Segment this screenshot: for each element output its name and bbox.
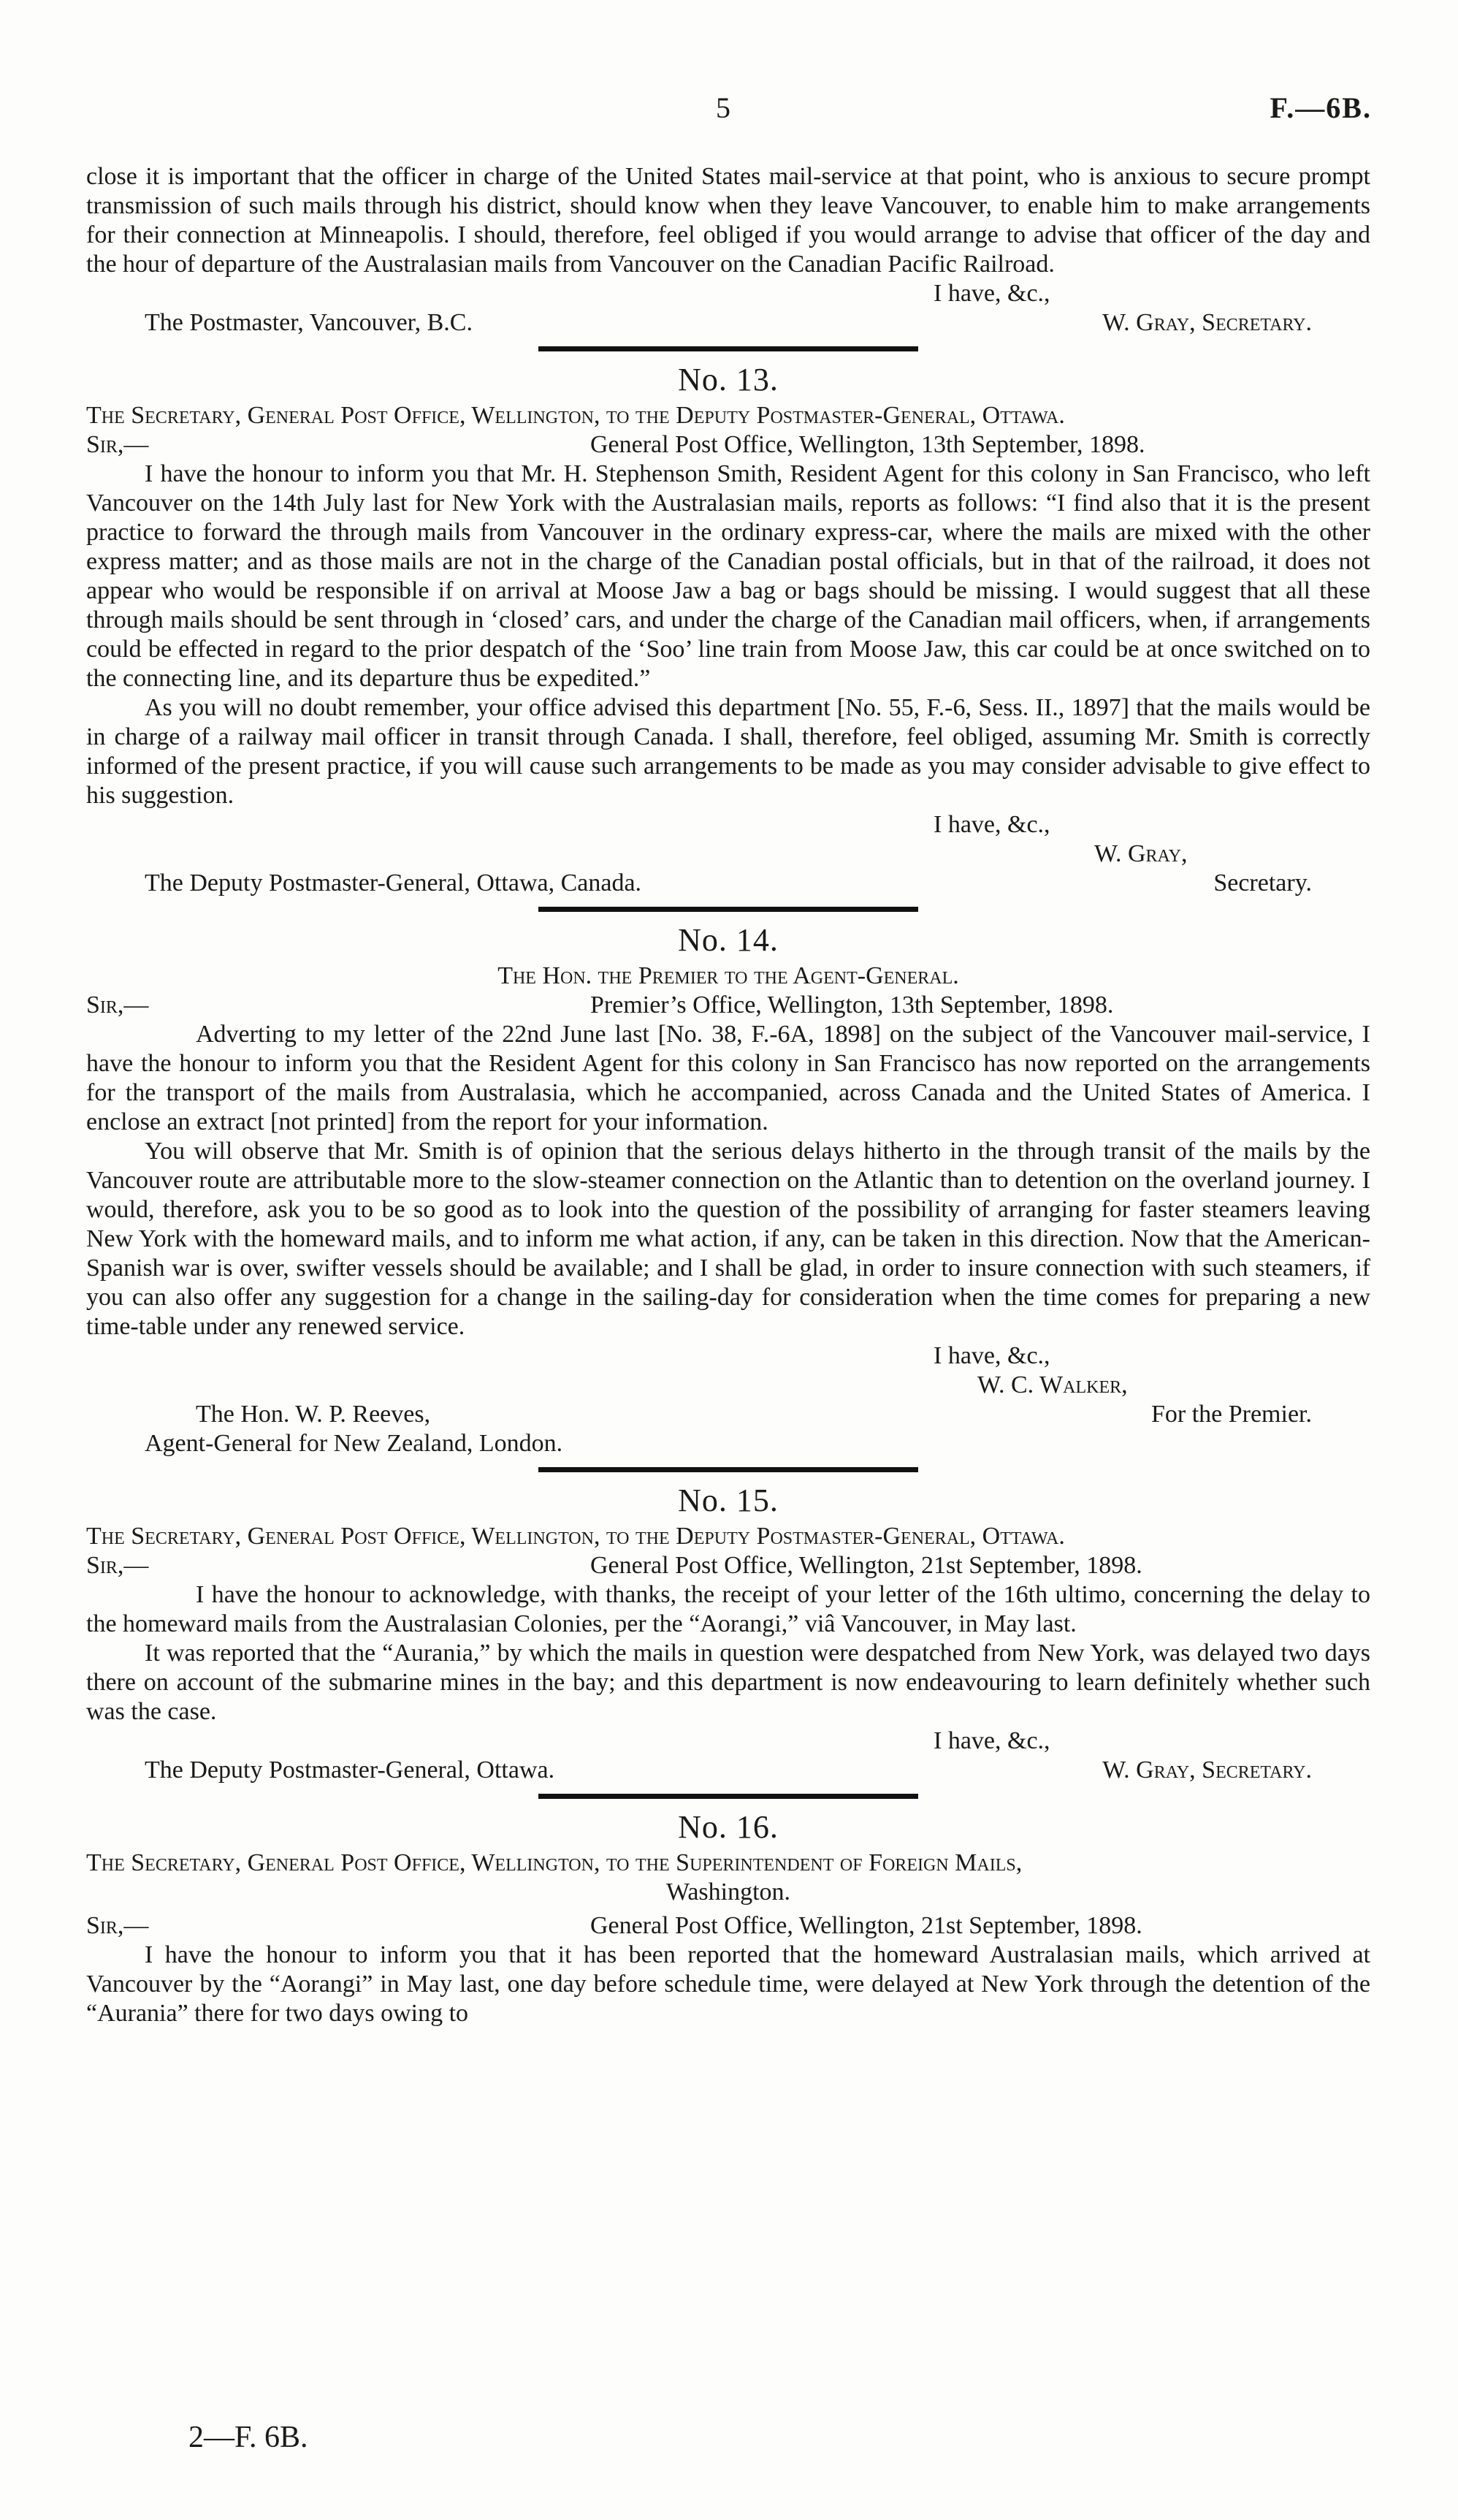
signature-name: W. Gray,: [1094, 840, 1188, 867]
intro-closing: I have, &c.,: [934, 280, 1050, 307]
signature-title: Secretary.: [1213, 869, 1312, 897]
letter-closing: I have, &c.,: [934, 1342, 1050, 1369]
page-header: [0, 91, 1458, 130]
signature: W. Gray, Secretary.: [1102, 1756, 1312, 1784]
letter-paragraph: I have the honour to inform you that Mr. H. Stephenson Smith, Resident Agent for this colony in San Francisco, who left Vancouver on the 14th July last for New York with the Australasian mails, reports as follows: “I find also that it is the present practice to forward the through mails from Vancouver in the ordinary express-car, where the mails are mixed with the other express matter; and as those mails are not in the charge of the Canadian postal officials, but in that of the railroad, it does not appear who would be responsible if on arrival at Moose Jaw a bag or bags should be missing. I would suggest that all these through mails should be sent through in ‘closed’ cars, and under the charge of the Canadian mail officers, when, if arrangements could be effected in regard to the prior despatch of the ‘Soo’ line train from Moose Jaw, this car could be at once switched on to the connecting line, and its departure thus be expedited.”: [86, 460, 1370, 692]
letter-16: [86, 1806, 1370, 2028]
letter-paragraph: It was reported that the “Aurania,” by which the mails in question were despatched from New York, was delayed two days there on account of the submarine mines in the bay; and this department is now endeavouring to learn definitely whether such was the case.: [86, 1640, 1370, 1725]
signature-line: [86, 1756, 1370, 1785]
letter-15: [86, 1480, 1370, 1785]
salutation-line: [86, 1911, 1370, 1941]
signature-name: W. C. Walker,: [977, 1371, 1128, 1398]
letter-number: No. 13.: [678, 362, 779, 397]
letter-number: No. 15.: [678, 1482, 779, 1518]
letter-paragraph: Adverting to my letter of the 22nd June last [No. 38, F.-6A, 1898] on the subject of the Vancouver mail-service, I have the honour to inform you that the Resident Agent for this colony in San Francisco has now reported on the arrangements for the transport of the mails from Australasia, which he accompanied, across Canada and the United States of America. I enclose an extract [not printed] from the report for your information.: [86, 1021, 1370, 1135]
letter-heading: The Hon. the Premier to the Agent-General.: [497, 962, 959, 989]
intro-signature-line: [86, 308, 1370, 338]
salutation: Sir,—: [86, 1912, 149, 1939]
letter-heading: The Secretary, General Post Office, Wellington, to the Deputy Postmaster-General, Ottawa.: [86, 1523, 1065, 1550]
letter-14: [86, 919, 1370, 1458]
signature-line: [86, 1400, 1370, 1429]
salutation: Sir,—: [86, 1552, 149, 1579]
salutation: Sir,—: [86, 431, 149, 458]
section-divider: [538, 1794, 918, 1799]
dateline: General Post Office, Wellington, 13th September, 1898.: [590, 431, 1145, 458]
signature-title: For the Premier.: [1150, 1401, 1312, 1428]
salutation-line: [86, 1551, 1370, 1580]
letter-paragraph: You will observe that Mr. Smith is of opinion that the serious delays hitherto in the through transit of the mails by the Vancouver route are attributable more to the slow-steamer connection on the Atlantic than to detention on the overland journey. I would, therefore, ask you to be so good as to look into the question of the possibility of arranging for faster steamers leaving New York with the homeward mails, and to inform me what action, if any, can be taken in this direction. Now that the American-Spanish war is over, swifter vessels should be available; and I shall be glad, in order to insure connection with such steamers, if you can also offer any suggestion for a change in the sailing-day for consideration when the time comes for preparing a new time-table under any renewed service.: [86, 1138, 1370, 1340]
intro-signature: W. Gray, Secretary.: [1102, 309, 1312, 336]
addressee-line-2: Agent-General for New Zealand, London.: [145, 1430, 563, 1457]
letter-paragraph: As you will no doubt remember, your office advised this department [No. 55, F.-6, Sess. II., 1897] that the mails would be in charge of a railway mail officer in transit through Canada. I shall, therefore, feel obliged, assuming Mr. Smith is correctly informed of the present practice, if you will cause such arrangements to be made as you may consider advisable to give effect to his suggestion.: [86, 694, 1370, 809]
page-number: 5: [716, 91, 730, 124]
salutation-line: [86, 430, 1370, 460]
addressee: The Deputy Postmaster-General, Ottawa.: [145, 1756, 555, 1784]
intro-addressee: The Postmaster, Vancouver, B.C.: [145, 309, 473, 336]
letter-heading: The Secretary, General Post Office, Wellington, to the Deputy Postmaster-General, Ottawa.: [86, 402, 1065, 429]
letter-paragraph: I have the honour to inform you that it has been reported that the homeward Australasian mails, which arrived at Vancouver by the “Aorangi” in May last, one day before schedule time, were delayed at New York through the detention of the “Aurania” there for two days owing to: [86, 1941, 1370, 2027]
signature-mark: 2—F. 6B.: [188, 2421, 308, 2454]
section-divider: [538, 346, 918, 351]
salutation: Sir,—: [86, 991, 149, 1019]
letter-number: No. 14.: [678, 922, 779, 958]
section-divider: [538, 1467, 918, 1472]
intro-letter-continuation: [86, 162, 1370, 338]
intro-paragraph: close it is important that the officer in charge of the United States mail-service at that point, who is anxious to secure prompt transmission of such mails through his district, should know when they leave Vancouver, to enable him to make arrangements for their connection at Minneapolis. I should, therefore, feel obliged if you would arrange to advise that officer of the day and the hour of departure of the Australasian mails from Vancouver on the Canadian Pacific Railroad.: [86, 163, 1370, 278]
letter-number: No. 16.: [678, 1809, 779, 1845]
dateline: General Post Office, Wellington, 21st September, 1898.: [590, 1552, 1142, 1579]
salutation-line: [86, 991, 1370, 1020]
signature-line: [86, 869, 1370, 898]
page-content: [86, 162, 1370, 2028]
letter-heading-line-2: Washington.: [665, 1878, 791, 1906]
letter-closing: I have, &c.,: [934, 1727, 1050, 1754]
letter-13: [86, 359, 1370, 898]
dateline: Premier’s Office, Wellington, 13th September, 1898.: [590, 991, 1114, 1019]
dateline: General Post Office, Wellington, 21st September, 1898.: [590, 1912, 1142, 1939]
letter-heading: The Secretary, General Post Office, Wellington, to the Superintendent of Foreign Mails,: [86, 1849, 1023, 1876]
letter-closing: I have, &c.,: [934, 811, 1050, 838]
paper-reference: F.—6B.: [1270, 91, 1372, 124]
section-divider: [538, 907, 918, 912]
letter-paragraph: I have the honour to acknowledge, with thanks, the receipt of your letter of the 16th ultimo, concerning the delay to the homeward mails from the Australasian Colonies, per the “Aorangi,” viâ Vancouver, in May last.: [86, 1581, 1370, 1637]
addressee: The Hon. W. P. Reeves,: [196, 1401, 431, 1428]
addressee: The Deputy Postmaster-General, Ottawa, Canada.: [145, 869, 642, 897]
